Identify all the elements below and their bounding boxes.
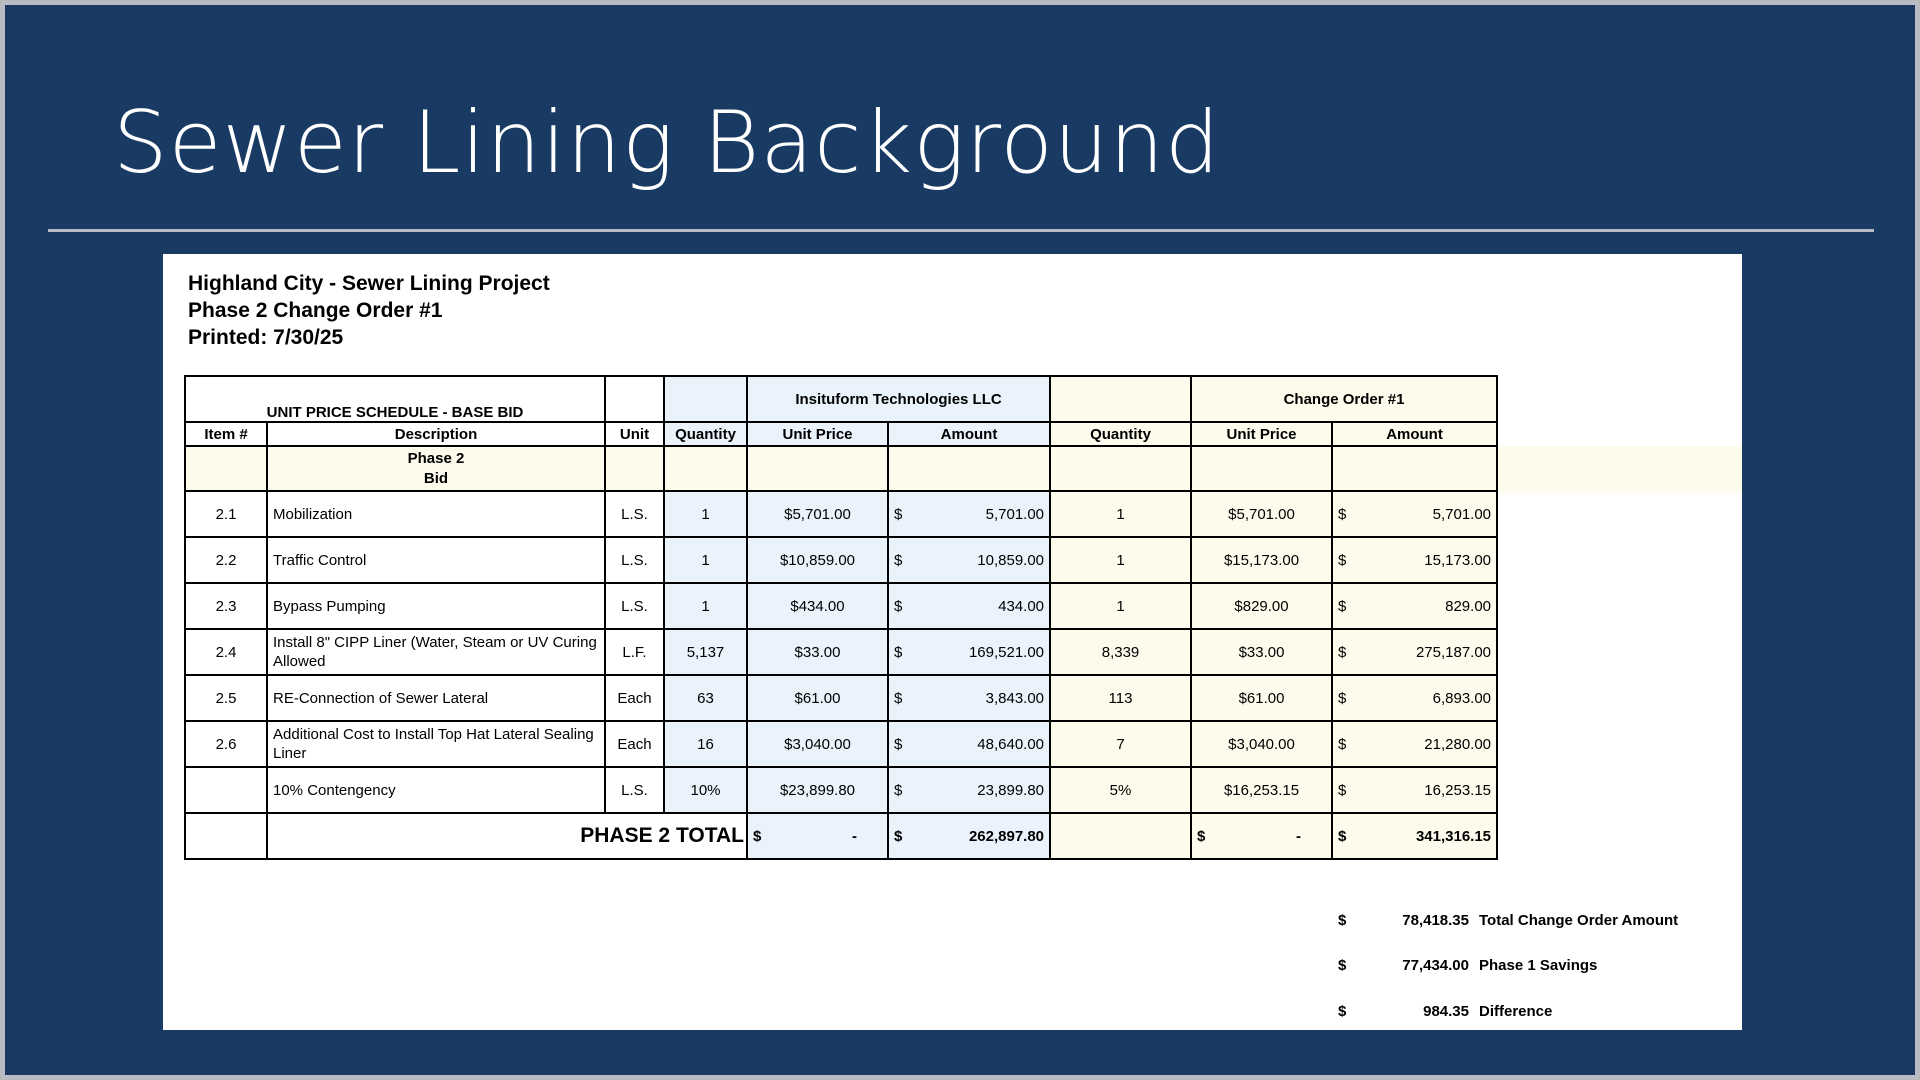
co-unit-price: $33.00	[1191, 629, 1332, 675]
table-row	[185, 675, 1497, 721]
co-amount: $ 21,280.00	[1332, 721, 1497, 767]
phase-row	[185, 446, 1497, 491]
bid-quantity: 10%	[664, 767, 747, 813]
summary-row: $ 984.35 Difference	[1338, 1003, 1553, 1020]
co-amount: $ 5,701.00	[1332, 491, 1497, 537]
co-unit-price: $3,040.00	[1191, 721, 1332, 767]
bid-amount: $ 3,843.00	[888, 675, 1050, 721]
blank-cell	[664, 376, 747, 422]
total-label: PHASE 2 TOTAL	[267, 813, 747, 859]
table-row	[185, 629, 1497, 675]
bid-amount: $ 48,640.00	[888, 721, 1050, 767]
table-row	[185, 537, 1497, 583]
total-unit-price-2: $ -	[1191, 813, 1332, 859]
col-amount: Amount	[888, 422, 1050, 446]
slide-title: Sewer Lining Background	[113, 93, 1221, 193]
phase-label: Phase 2 Bid	[267, 446, 605, 491]
item-number: 2.4	[185, 629, 267, 675]
item-unit: L.S.	[605, 583, 664, 629]
bid-unit-price: $23,899.80	[747, 767, 888, 813]
table-row	[185, 721, 1497, 767]
bid-quantity: 16	[664, 721, 747, 767]
co-quantity: 1	[1050, 491, 1191, 537]
co-unit-price: $829.00	[1191, 583, 1332, 629]
co-unit-price: $15,173.00	[1191, 537, 1332, 583]
blank-cell	[1050, 376, 1191, 422]
bid-unit-price: $33.00	[747, 629, 888, 675]
bid-amount: $ 169,521.00	[888, 629, 1050, 675]
table-row	[185, 491, 1497, 537]
bid-unit-price: $434.00	[747, 583, 888, 629]
bid-unit-price: $5,701.00	[747, 491, 888, 537]
bid-amount: $ 10,859.00	[888, 537, 1050, 583]
col-quantity: Quantity	[664, 422, 747, 446]
co-quantity: 7	[1050, 721, 1191, 767]
total-unit-price-1: $ -	[747, 813, 888, 859]
schedule-title: UNIT PRICE SCHEDULE - BASE BID	[185, 376, 605, 422]
total-amount-2: $ 341,316.15	[1332, 813, 1497, 859]
co-quantity: 5%	[1050, 767, 1191, 813]
item-number: 2.1	[185, 491, 267, 537]
co-unit-price: $16,253.15	[1191, 767, 1332, 813]
item-unit: L.S.	[605, 767, 664, 813]
item-number: 2.2	[185, 537, 267, 583]
summary-value: 78,418.35	[1402, 912, 1469, 929]
highlight-band	[1498, 446, 1742, 493]
bid-quantity: 1	[664, 537, 747, 583]
blank-cell	[1050, 813, 1191, 859]
bid-amount: $ 23,899.80	[888, 767, 1050, 813]
summary-label: Difference	[1479, 1003, 1553, 1020]
item-unit: L.F.	[605, 629, 664, 675]
item-number	[185, 767, 267, 813]
title-divider	[48, 229, 1874, 232]
col-unit: Unit	[605, 422, 664, 446]
bid-unit-price: $10,859.00	[747, 537, 888, 583]
total-amount-1: $ 262,897.80	[888, 813, 1050, 859]
co-amount: $ 829.00	[1332, 583, 1497, 629]
bid-table	[184, 375, 1498, 860]
co-quantity: 8,339	[1050, 629, 1191, 675]
item-unit: L.S.	[605, 537, 664, 583]
summary-row: $ 77,434.00 Phase 1 Savings	[1338, 957, 1598, 974]
col-item: Item #	[185, 422, 267, 446]
co-unit-price: $5,701.00	[1191, 491, 1332, 537]
item-description: RE-Connection of Sewer Lateral	[267, 675, 605, 721]
slide	[5, 5, 1915, 1075]
column-header-row	[185, 422, 1497, 446]
summary-value: 77,434.00	[1402, 957, 1469, 974]
item-unit: Each	[605, 675, 664, 721]
bid-quantity: 5,137	[664, 629, 747, 675]
bid-quantity: 63	[664, 675, 747, 721]
co-quantity: 113	[1050, 675, 1191, 721]
bid-unit-price: $3,040.00	[747, 721, 888, 767]
blank-cell	[185, 813, 267, 859]
col-co-unit-price: Unit Price	[1191, 422, 1332, 446]
total-row	[185, 813, 1497, 859]
item-unit: L.S.	[605, 491, 664, 537]
item-description: Mobilization	[267, 491, 605, 537]
spreadsheet-image	[163, 254, 1742, 1030]
co-amount: $ 15,173.00	[1332, 537, 1497, 583]
summary-value: 984.35	[1423, 1003, 1469, 1020]
col-unit-price: Unit Price	[747, 422, 888, 446]
bid-amount: $ 5,701.00	[888, 491, 1050, 537]
item-number: 2.3	[185, 583, 267, 629]
co-quantity: 1	[1050, 583, 1191, 629]
project-title: Highland City - Sewer Lining Project	[188, 272, 550, 295]
item-number: 2.5	[185, 675, 267, 721]
bid-quantity: 1	[664, 583, 747, 629]
bid-amount: $ 434.00	[888, 583, 1050, 629]
col-description: Description	[267, 422, 605, 446]
bid-quantity: 1	[664, 491, 747, 537]
co-amount: $ 6,893.00	[1332, 675, 1497, 721]
item-description: 10% Contengency	[267, 767, 605, 813]
bid-unit-price: $61.00	[747, 675, 888, 721]
group-header-row	[185, 376, 1497, 422]
item-number: 2.6	[185, 721, 267, 767]
col-co-quantity: Quantity	[1050, 422, 1191, 446]
item-description: Traffic Control	[267, 537, 605, 583]
item-unit: Each	[605, 721, 664, 767]
item-description: Bypass Pumping	[267, 583, 605, 629]
item-description: Additional Cost to Install Top Hat Lateral Sealing Liner	[267, 721, 605, 767]
contractor-header: Insituform Technologies LLC	[747, 376, 1050, 422]
printed-date: Printed: 7/30/25	[188, 326, 344, 349]
change-order-title: Phase 2 Change Order #1	[188, 299, 443, 322]
item-description: Install 8" CIPP Liner (Water, Steam or UV Curing Allowed	[267, 629, 605, 675]
change-order-header: Change Order #1	[1191, 376, 1497, 422]
co-amount: $ 16,253.15	[1332, 767, 1497, 813]
summary-label: Phase 1 Savings	[1479, 957, 1598, 974]
summary-label: Total Change Order Amount	[1479, 912, 1679, 929]
blank-cell	[605, 376, 664, 422]
co-amount: $ 275,187.00	[1332, 629, 1497, 675]
co-unit-price: $61.00	[1191, 675, 1332, 721]
table-row	[185, 767, 1497, 813]
co-quantity: 1	[1050, 537, 1191, 583]
blank-cell	[185, 446, 267, 491]
summary-row: $ 78,418.35 Total Change Order Amount	[1338, 912, 1679, 929]
col-co-amount: Amount	[1332, 422, 1497, 446]
table-row	[185, 583, 1497, 629]
